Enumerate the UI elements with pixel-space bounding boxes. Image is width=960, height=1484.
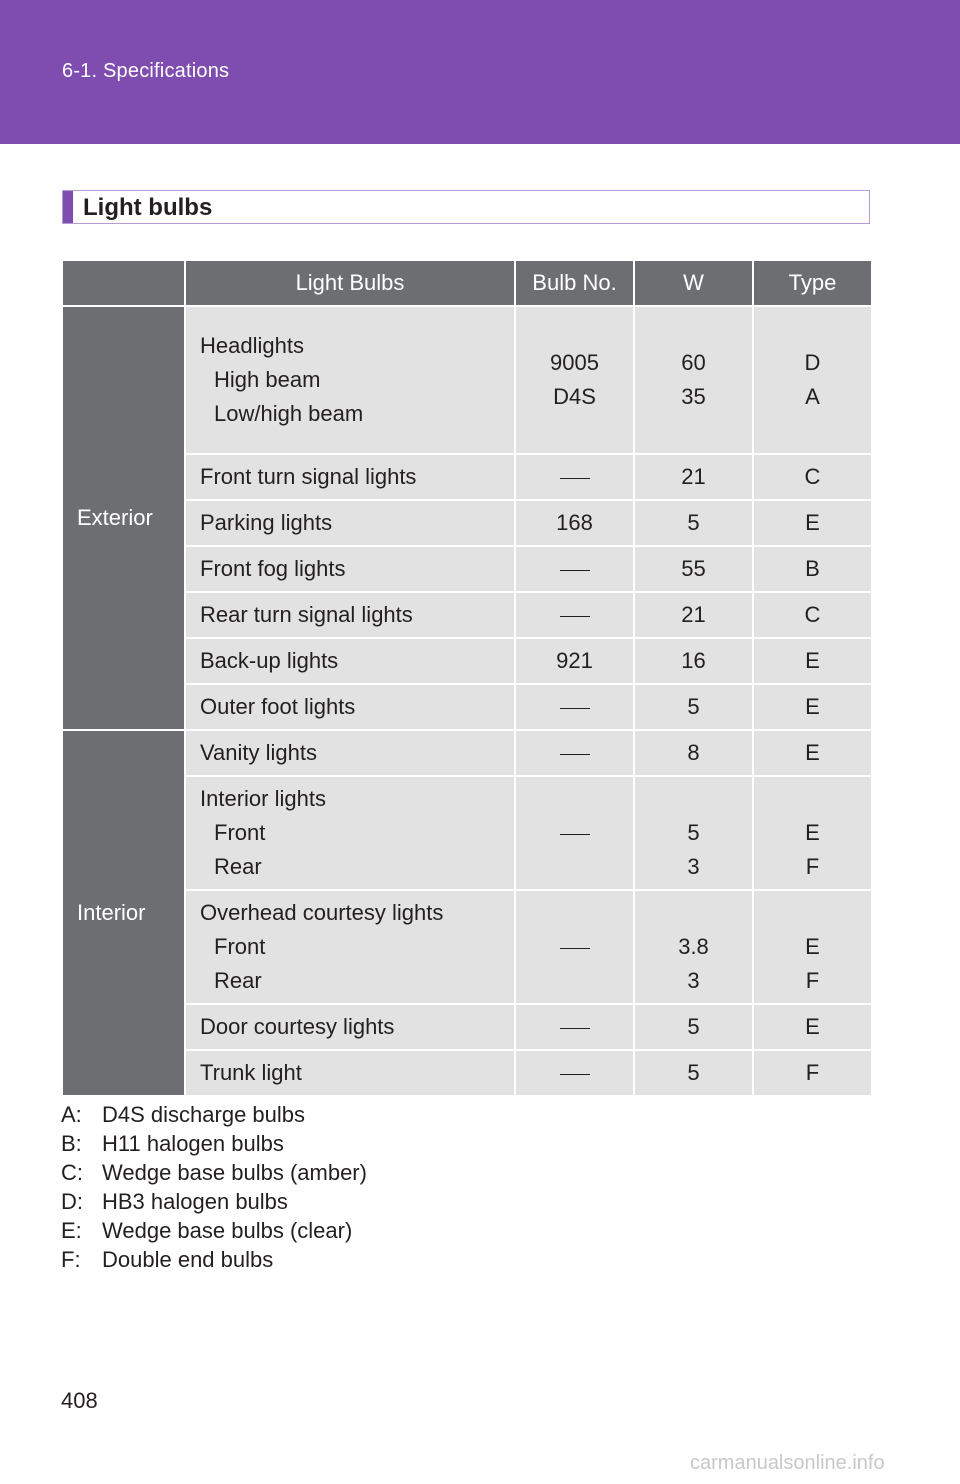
light-bulb-name xyxy=(185,776,515,890)
legend-key: C: xyxy=(61,1160,83,1185)
bulb-type xyxy=(753,454,872,500)
bulb-type xyxy=(753,1004,872,1050)
spacer xyxy=(635,896,752,930)
bulb-number-value: 9005 xyxy=(550,350,599,375)
bulb-sub-name: Front xyxy=(214,934,266,959)
bulb-sub-name: Front xyxy=(214,820,266,845)
bulb-type xyxy=(753,592,872,638)
type-legend xyxy=(61,1100,367,1274)
wattage-value: 5 xyxy=(687,510,700,535)
bulb-name-text: Back-up lights xyxy=(200,648,339,673)
bulb-number-value xyxy=(516,598,633,632)
bulb-type-value: E xyxy=(805,694,820,719)
wattage-value: 3 xyxy=(687,854,700,879)
bulb-number xyxy=(515,776,634,890)
spacer xyxy=(754,896,871,930)
bulb-type-value: A xyxy=(805,384,820,409)
bulb-type-value: D xyxy=(804,350,821,375)
legend-key: D: xyxy=(61,1189,83,1214)
wattage-value: 8 xyxy=(687,740,700,765)
dash-mark xyxy=(560,834,590,835)
bulb-sub-name: High beam xyxy=(214,367,321,392)
bulb-sub-name: Low/high beam xyxy=(214,401,364,426)
wattage xyxy=(634,592,753,638)
bulb-type xyxy=(753,500,872,546)
wattage xyxy=(634,1004,753,1050)
wattage-value: 55 xyxy=(681,556,706,581)
bulb-name-text: Interior lights xyxy=(200,786,326,811)
bulb-type xyxy=(753,306,872,454)
bulb-number xyxy=(515,500,634,546)
bulb-type-value: E xyxy=(805,934,820,959)
bulb-type xyxy=(753,776,872,890)
bulb-name-text: Parking lights xyxy=(200,510,333,535)
wattage xyxy=(634,776,753,890)
legend-item xyxy=(61,1100,367,1129)
bulb-name-text: Trunk light xyxy=(200,1060,302,1085)
legend-item xyxy=(61,1187,367,1216)
wattage xyxy=(634,306,753,454)
bulb-number xyxy=(515,1050,634,1096)
table-row xyxy=(62,306,872,454)
table-header-row xyxy=(62,260,872,306)
section-label: 6-1. Specifications xyxy=(62,60,230,82)
header-band xyxy=(0,0,960,144)
section-title-box xyxy=(62,190,870,224)
light-bulb-name xyxy=(185,454,515,500)
bulb-type-value: C xyxy=(804,602,821,627)
bulb-sub-name: Rear xyxy=(214,854,262,879)
legend-text: Double end bulbs xyxy=(102,1247,274,1272)
bulb-type-value: F xyxy=(805,1060,820,1085)
light-bulb-name xyxy=(185,1004,515,1050)
page-number: 408 xyxy=(61,1388,98,1413)
table-row xyxy=(62,730,872,776)
wattage xyxy=(634,500,753,546)
section-title: Light bulbs xyxy=(83,194,213,221)
light-bulb-name xyxy=(185,306,515,454)
wattage-value: 5 xyxy=(687,1014,700,1039)
light-bulbs-table xyxy=(61,259,873,1097)
bulb-number-value xyxy=(516,552,633,586)
wattage-value: 21 xyxy=(681,464,706,489)
bulb-number xyxy=(515,890,634,1004)
bulb-name-text: Vanity lights xyxy=(200,740,317,765)
light-bulb-name xyxy=(185,500,515,546)
bulb-number-value xyxy=(516,460,633,494)
bulb-name-text: Outer foot lights xyxy=(200,694,356,719)
wattage xyxy=(634,730,753,776)
legend-text: HB3 halogen bulbs xyxy=(102,1189,288,1214)
legend-key: A: xyxy=(61,1102,82,1127)
bulb-type xyxy=(753,1050,872,1096)
wattage xyxy=(634,684,753,730)
bulb-type-value: B xyxy=(805,556,820,581)
dash-mark xyxy=(560,1028,590,1029)
bulb-number xyxy=(515,684,634,730)
wattage-value: 3.8 xyxy=(678,934,709,959)
light-bulb-name xyxy=(185,1050,515,1096)
legend-text: Wedge base bulbs (amber) xyxy=(102,1160,367,1185)
spacer xyxy=(754,782,871,816)
bulb-type-value: E xyxy=(805,1014,820,1039)
legend-item xyxy=(61,1129,367,1158)
light-bulb-name xyxy=(185,684,515,730)
legend-key: E: xyxy=(61,1218,82,1243)
column-header-type: Type xyxy=(753,260,872,306)
legend-text: Wedge base bulbs (clear) xyxy=(102,1218,353,1243)
bulb-number xyxy=(515,306,634,454)
bulb-number xyxy=(515,730,634,776)
bulb-number xyxy=(515,638,634,684)
table-body xyxy=(62,306,872,1096)
title-accent-bar xyxy=(63,191,73,223)
bulb-type-value: E xyxy=(805,648,820,673)
bulb-type-value: F xyxy=(805,968,820,993)
light-bulb-name xyxy=(185,730,515,776)
light-bulb-name xyxy=(185,890,515,1004)
wattage-value: 21 xyxy=(681,602,706,627)
bulb-number xyxy=(515,454,634,500)
wattage-value: 3 xyxy=(687,968,700,993)
legend-key: F: xyxy=(61,1247,81,1272)
dash-mark xyxy=(560,948,590,949)
wattage-value: 60 xyxy=(681,350,706,375)
dash-mark xyxy=(560,708,590,709)
bulb-type xyxy=(753,890,872,1004)
wattage xyxy=(634,454,753,500)
group-label-interior: Interior xyxy=(62,730,185,1096)
bulb-number-value xyxy=(516,1010,633,1044)
wattage xyxy=(634,890,753,1004)
bulb-type-value: E xyxy=(805,510,820,535)
wattage-value: 5 xyxy=(687,694,700,719)
dash-mark xyxy=(560,754,590,755)
bulb-name-text: Front fog lights xyxy=(200,556,346,581)
wattage-value: 35 xyxy=(681,384,706,409)
bulb-number-value xyxy=(516,930,633,964)
legend-item xyxy=(61,1216,367,1245)
bulb-name-text: Rear turn signal lights xyxy=(200,602,413,627)
light-bulb-name xyxy=(185,546,515,592)
bulb-sub-name: Rear xyxy=(214,968,262,993)
bulb-number-value xyxy=(516,1056,633,1090)
bulb-name-text: Overhead courtesy lights xyxy=(200,900,444,925)
dash-mark xyxy=(560,616,590,617)
bulb-type xyxy=(753,546,872,592)
bulb-number-value xyxy=(516,816,633,850)
dash-mark xyxy=(560,478,590,479)
wattage xyxy=(634,1050,753,1096)
wattage-value: 16 xyxy=(681,648,706,673)
bulb-type-value: E xyxy=(805,740,820,765)
wattage-value: 5 xyxy=(687,820,700,845)
bulb-name-text: Door courtesy lights xyxy=(200,1014,395,1039)
group-label-exterior: Exterior xyxy=(62,306,185,730)
wattage-value: 5 xyxy=(687,1060,700,1085)
bulb-number xyxy=(515,546,634,592)
bulb-type xyxy=(753,638,872,684)
dash-mark xyxy=(560,1074,590,1075)
column-header-light-bulbs: Light Bulbs xyxy=(185,260,515,306)
wattage xyxy=(634,638,753,684)
legend-item xyxy=(61,1158,367,1187)
bulb-number-value: 921 xyxy=(556,648,593,673)
bulb-number-value: 168 xyxy=(556,510,593,535)
bulb-number xyxy=(515,592,634,638)
column-header-bulb-no: Bulb No. xyxy=(515,260,634,306)
legend-item xyxy=(61,1245,367,1274)
spacer xyxy=(635,782,752,816)
bulb-type-value: C xyxy=(804,464,821,489)
bulb-name-text: Headlights xyxy=(200,333,304,358)
legend-text: H11 halogen bulbs xyxy=(102,1131,284,1156)
legend-key: B: xyxy=(61,1131,82,1156)
bulb-number-value xyxy=(516,690,633,724)
column-header-group xyxy=(62,260,185,306)
bulb-number xyxy=(515,1004,634,1050)
light-bulb-name xyxy=(185,592,515,638)
bulb-type-value: E xyxy=(805,820,820,845)
bulb-type-value: F xyxy=(805,854,820,879)
legend-text: D4S discharge bulbs xyxy=(102,1102,306,1127)
column-header-w: W xyxy=(634,260,753,306)
dash-mark xyxy=(560,570,590,571)
light-bulb-name xyxy=(185,638,515,684)
bulb-number-value: D4S xyxy=(553,384,596,409)
watermark: carmanualsonline.info xyxy=(690,1452,885,1474)
wattage xyxy=(634,546,753,592)
bulb-number-value xyxy=(516,736,633,770)
bulb-type xyxy=(753,730,872,776)
bulb-name-text: Front turn signal lights xyxy=(200,464,417,489)
bulb-type xyxy=(753,684,872,730)
